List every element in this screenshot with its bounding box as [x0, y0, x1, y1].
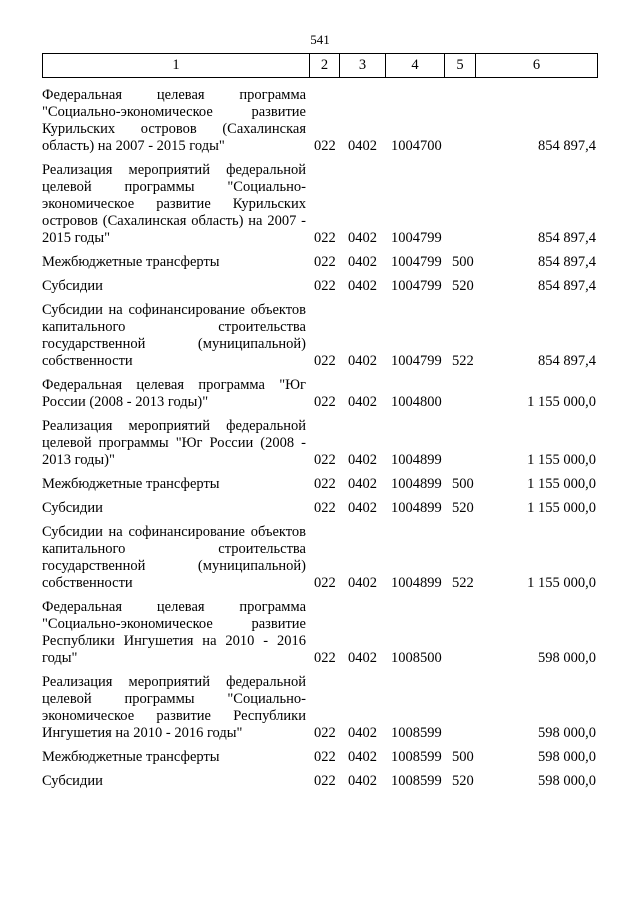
row-codes — [42, 452, 598, 469]
column-header-3: 3 — [340, 54, 386, 77]
table-row — [42, 87, 598, 155]
amount: 1 155 000,0 — [527, 394, 596, 410]
row-codes — [42, 575, 598, 592]
row-description: Федеральная целевая программа "Юг России (2008 - 2013 годы)" — [42, 377, 306, 410]
section-code: 0402 — [348, 394, 377, 410]
expense-type-code: 522 — [452, 575, 474, 591]
target-article-code: 1004799 — [391, 353, 442, 369]
amount: 1 155 000,0 — [527, 476, 596, 492]
row-description: Субсидии на софинансирование объектов капитального строительства государственной (муниципальной) собственности — [42, 524, 306, 591]
table-row — [42, 302, 598, 370]
amount: 854 897,4 — [538, 278, 596, 294]
amount: 598 000,0 — [538, 773, 596, 789]
amount: 1 155 000,0 — [527, 500, 596, 516]
table-row — [42, 278, 598, 295]
ministry-code: 022 — [314, 725, 336, 741]
section-code: 0402 — [348, 773, 377, 789]
section-code: 0402 — [348, 254, 377, 270]
row-description: Реализация мероприятий федеральной целевой программы "Юг России (2008 - 2013 годы)" — [42, 418, 306, 468]
table-row — [42, 254, 598, 271]
row-codes — [42, 254, 598, 271]
ministry-code: 022 — [314, 500, 336, 516]
target-article-code: 1004799 — [391, 254, 442, 270]
expense-type-code: 522 — [452, 353, 474, 369]
section-code: 0402 — [348, 500, 377, 516]
amount: 854 897,4 — [538, 353, 596, 369]
row-codes — [42, 500, 598, 517]
row-description: Межбюджетные трансферты — [42, 476, 220, 492]
ministry-code: 022 — [314, 254, 336, 270]
row-codes — [42, 725, 598, 742]
section-code: 0402 — [348, 353, 377, 369]
target-article-code: 1008599 — [391, 773, 442, 789]
expense-type-code: 500 — [452, 476, 474, 492]
table-row — [42, 773, 598, 790]
expense-type-code: 520 — [452, 278, 474, 294]
target-article-code: 1004899 — [391, 476, 442, 492]
target-article-code: 1004899 — [391, 452, 442, 468]
expense-type-code: 520 — [452, 500, 474, 516]
ministry-code: 022 — [314, 452, 336, 468]
section-code: 0402 — [348, 476, 377, 492]
target-article-code: 1004800 — [391, 394, 442, 410]
ministry-code: 022 — [314, 353, 336, 369]
target-article-code: 1008599 — [391, 725, 442, 741]
amount: 854 897,4 — [538, 138, 596, 154]
table-row — [42, 674, 598, 742]
target-article-code: 1004899 — [391, 575, 442, 591]
table-row — [42, 162, 598, 247]
row-codes — [42, 650, 598, 667]
row-description: Федеральная целевая программа "Социально-экономическое развитие Курильских островов (Сахалинская область) на 2007 - 2015 годы" — [42, 87, 306, 154]
table-row — [42, 377, 598, 411]
target-article-code: 1004799 — [391, 278, 442, 294]
row-codes — [42, 476, 598, 493]
section-code: 0402 — [348, 138, 377, 154]
row-description: Субсидии — [42, 500, 103, 516]
ministry-code: 022 — [314, 394, 336, 410]
row-description: Межбюджетные трансферты — [42, 254, 220, 270]
row-codes — [42, 773, 598, 790]
ministry-code: 022 — [314, 138, 336, 154]
row-codes — [42, 138, 598, 155]
row-codes — [42, 230, 598, 247]
amount: 854 897,4 — [538, 254, 596, 270]
table-row — [42, 418, 598, 469]
section-code: 0402 — [348, 725, 377, 741]
section-code: 0402 — [348, 452, 377, 468]
target-article-code: 1008599 — [391, 749, 442, 765]
amount: 598 000,0 — [538, 725, 596, 741]
row-description: Субсидии — [42, 773, 103, 789]
section-code: 0402 — [348, 749, 377, 765]
ministry-code: 022 — [314, 476, 336, 492]
expense-type-code: 500 — [452, 749, 474, 765]
table-row — [42, 524, 598, 592]
column-header-2: 2 — [310, 54, 340, 77]
row-description: Межбюджетные трансферты — [42, 749, 220, 765]
expense-type-code: 520 — [452, 773, 474, 789]
table-row — [42, 749, 598, 766]
row-description: Федеральная целевая программа "Социально-экономическое развитие Республики Ингушетия на 2010 - 2016 годы" — [42, 599, 306, 666]
amount: 854 897,4 — [538, 230, 596, 246]
section-code: 0402 — [348, 278, 377, 294]
target-article-code: 1008500 — [391, 650, 442, 666]
table-row — [42, 599, 598, 667]
amount: 598 000,0 — [538, 749, 596, 765]
target-article-code: 1004700 — [391, 138, 442, 154]
ministry-code: 022 — [314, 749, 336, 765]
target-article-code: 1004899 — [391, 500, 442, 516]
column-header-1: 1 — [43, 54, 310, 77]
amount: 598 000,0 — [538, 650, 596, 666]
amount: 1 155 000,0 — [527, 575, 596, 591]
page-number: 541 — [310, 32, 330, 47]
row-codes — [42, 353, 598, 370]
table-body — [42, 87, 598, 797]
column-header-4: 4 — [386, 54, 445, 77]
column-header-6: 6 — [532, 57, 541, 73]
section-code: 0402 — [348, 650, 377, 666]
row-description: Субсидии на софинансирование объектов капитального строительства государственной (муниципальной) собственности — [42, 302, 306, 369]
table-row — [42, 500, 598, 517]
table-row — [42, 476, 598, 493]
table-header — [42, 53, 598, 78]
row-description: Реализация мероприятий федеральной целевой программы "Социально-экономическое развитие Республики Ингушетия на 2010 - 2016 годы" — [42, 674, 306, 741]
row-description: Субсидии — [42, 278, 103, 294]
ministry-code: 022 — [314, 650, 336, 666]
section-code: 0402 — [348, 575, 377, 591]
row-codes — [42, 749, 598, 766]
ministry-code: 022 — [314, 278, 336, 294]
row-description: Реализация мероприятий федеральной целевой программы "Социально-экономическое развитие Курильских островов (Сахалинская область) на 2007 - 2015 годы" — [42, 162, 306, 246]
expense-type-code: 500 — [452, 254, 474, 270]
row-codes — [42, 278, 598, 295]
row-codes — [42, 394, 598, 411]
ministry-code: 022 — [314, 575, 336, 591]
column-header-5: 5 — [445, 54, 476, 77]
ministry-code: 022 — [314, 230, 336, 246]
ministry-code: 022 — [314, 773, 336, 789]
amount: 1 155 000,0 — [527, 452, 596, 468]
section-code: 0402 — [348, 230, 377, 246]
target-article-code: 1004799 — [391, 230, 442, 246]
